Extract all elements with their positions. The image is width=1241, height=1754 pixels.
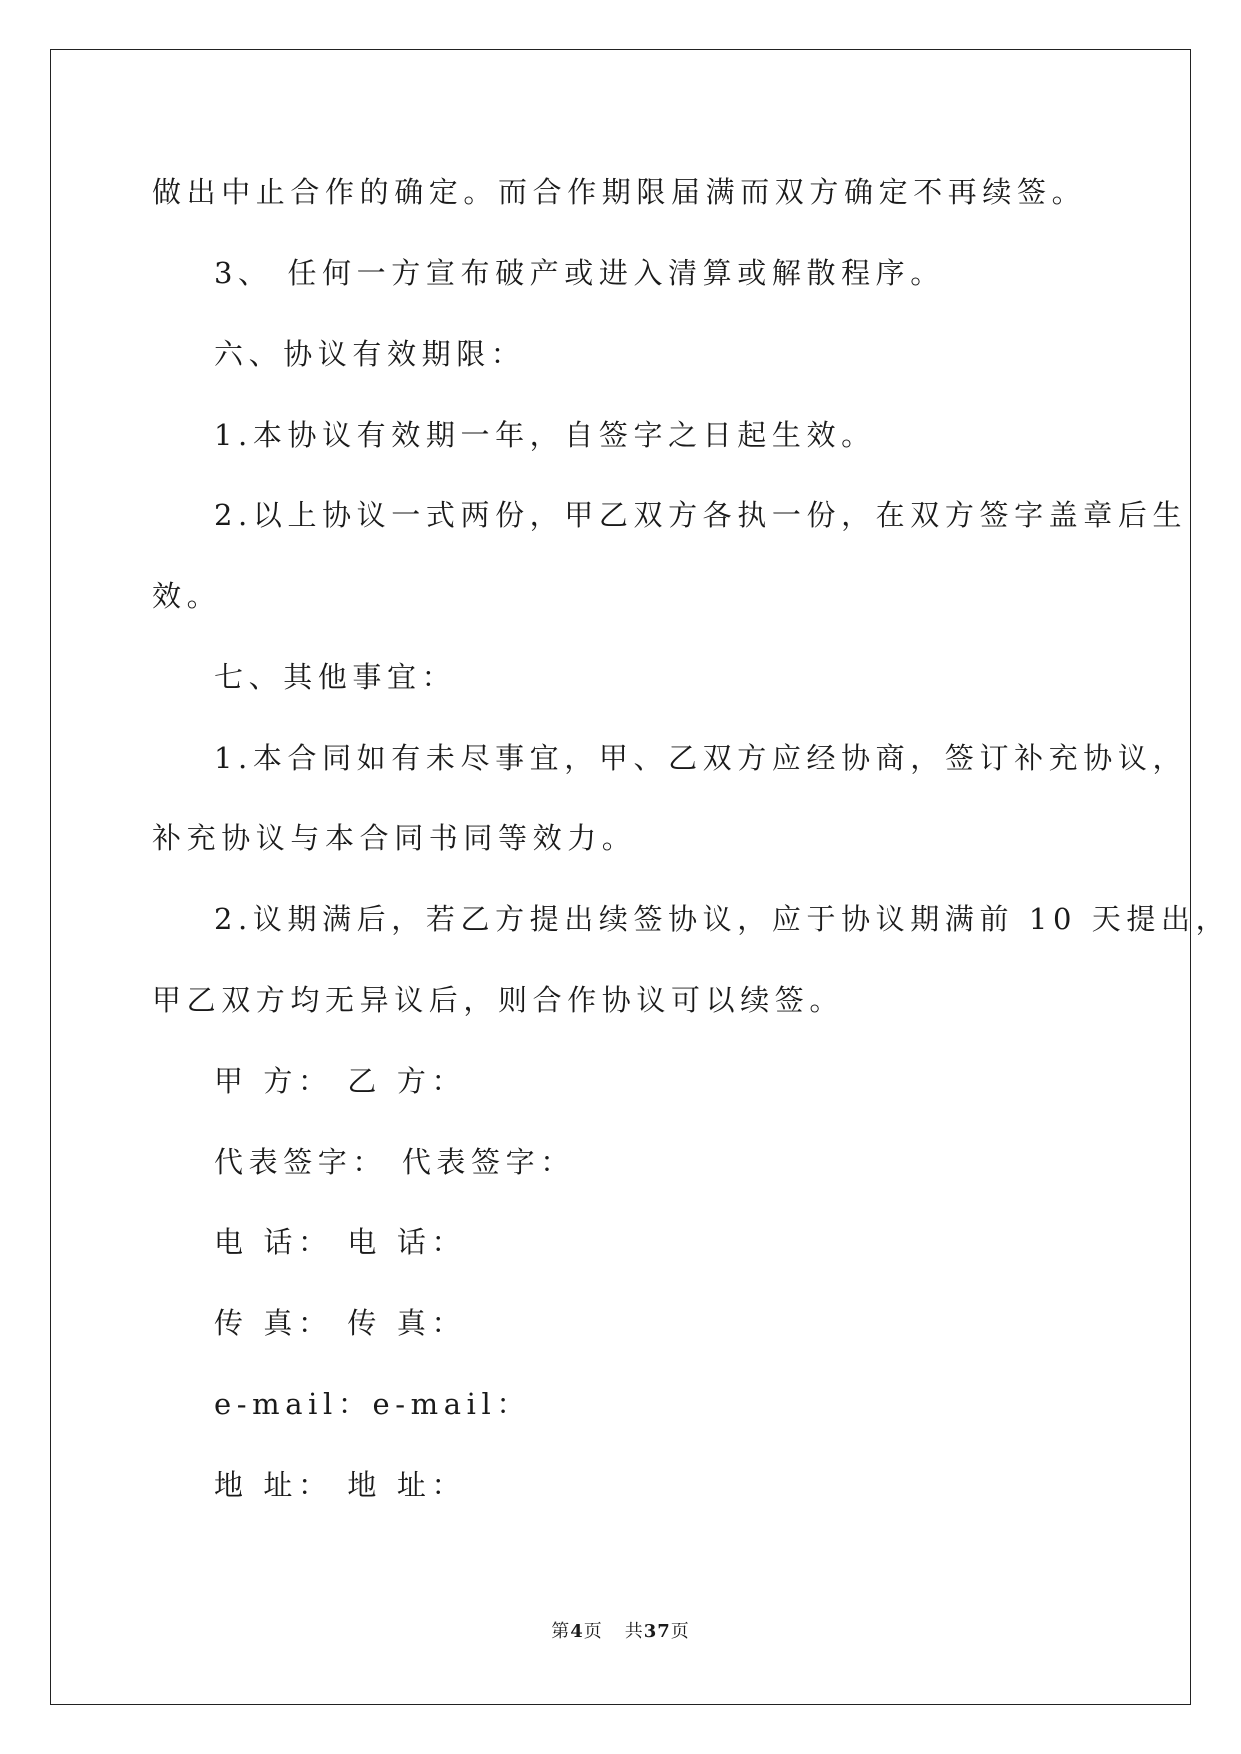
paragraph-line: 3、 任何一方宣布破产或进入清算或解散程序。	[214, 256, 945, 290]
signature-email-row: e-mail：e-mail：	[214, 1387, 531, 1421]
paragraph-line: 2.以上协议一式两份，甲乙双方各执一份，在双方签字盖章后生	[214, 498, 1188, 532]
total-pages: 37	[643, 1621, 671, 1642]
page-border	[50, 49, 1191, 1705]
page-number: 4	[570, 1621, 584, 1642]
paragraph-line: 补充协议与本合同书同等效力。	[152, 821, 637, 855]
signature-phone-row: 电 话： 电 话：	[214, 1225, 467, 1259]
paragraph-line: 甲乙双方均无异议后，则合作协议可以续签。	[152, 983, 845, 1017]
paragraph-line: 2.议期满后，若乙方提出续签协议，应于协议期满前 10 天提出，	[214, 902, 1231, 936]
signature-fax-row: 传 真： 传 真：	[214, 1306, 467, 1340]
section-heading: 六、协议有效期限：	[214, 337, 526, 371]
page-footer	[0, 1617, 1241, 1643]
page-suffix: 页	[583, 1621, 603, 1642]
paragraph-line: 效。	[152, 579, 222, 613]
signature-address-row: 地 址： 地 址：	[214, 1468, 467, 1502]
paragraph-line: 1.本合同如有未尽事宜，甲、乙双方应经协商，签订补充协议，	[214, 741, 1188, 775]
signature-sign-row: 代表签字： 代表签字：	[214, 1145, 575, 1179]
section-heading: 七、其他事宜：	[214, 660, 457, 694]
total-prefix: 共	[624, 1621, 644, 1642]
paragraph-line: 做出中止合作的确定。而合作期限届满而双方确定不再续签。	[152, 175, 1087, 209]
total-suffix: 页	[670, 1621, 690, 1642]
signature-party-row: 甲 方： 乙 方：	[214, 1064, 467, 1098]
page-prefix: 第	[551, 1621, 571, 1642]
paragraph-line: 1.本协议有效期一年，自签字之日起生效。	[214, 418, 876, 452]
